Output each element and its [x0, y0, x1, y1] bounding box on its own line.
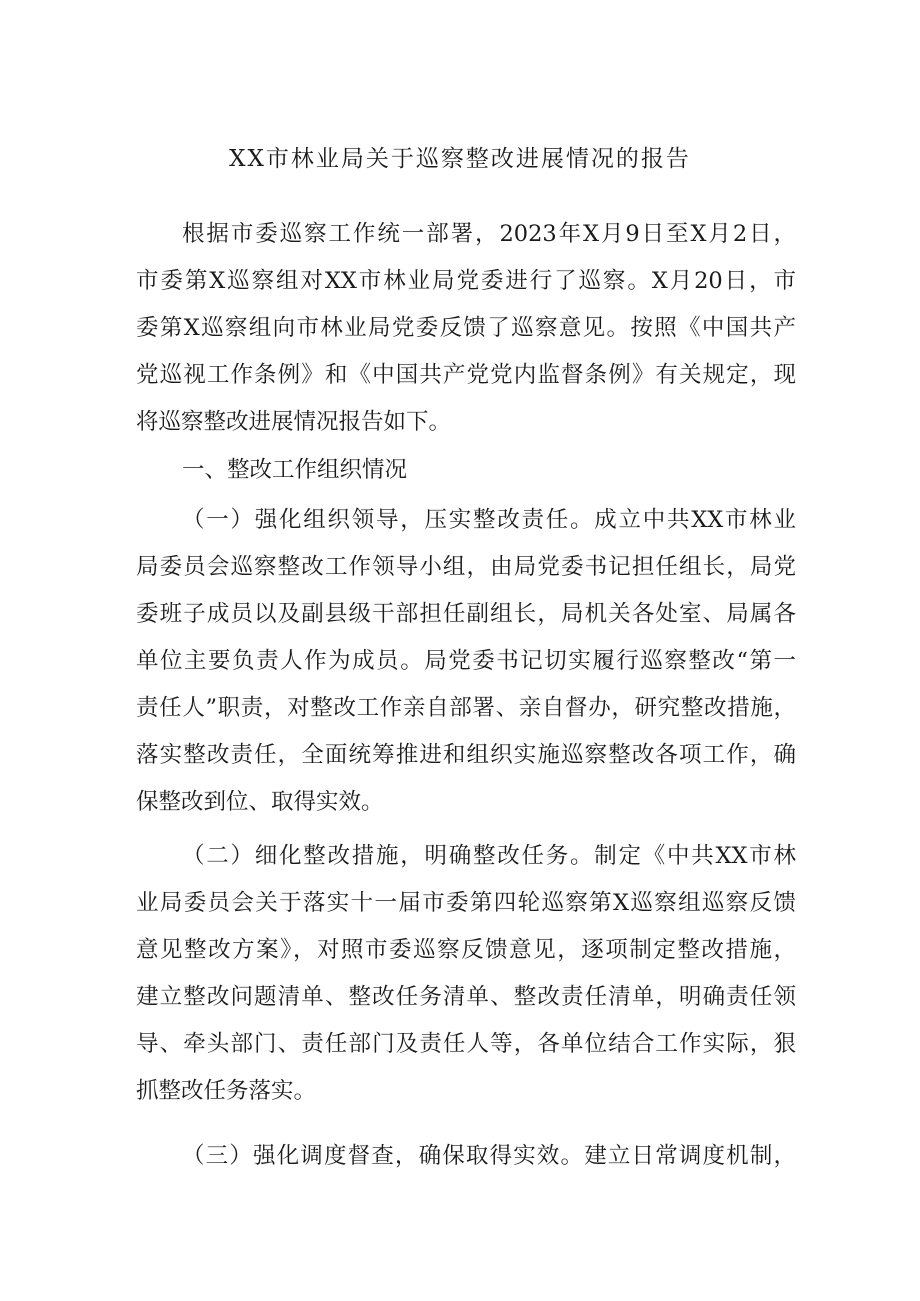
- paragraph-line: 委班子成员以及副县级干部担任副组长，局机关各处室、局属各: [136, 601, 796, 627]
- paragraph-line: 根据市委巡察工作统一部署，2023年X月9日至X月2日，: [182, 221, 796, 247]
- paragraph-line: （三）强化调度督查，确保取得实效。建立日常调度机制，: [182, 1143, 796, 1169]
- document-title: XX市林业局关于巡察整改进展情况的报告: [229, 146, 691, 172]
- paragraph-line: 单位主要负责人作为成员。局党委书记切实履行巡察整改“第一: [136, 648, 796, 674]
- paragraph-line: 意见整改方案》，对照市委巡察反馈意见，逐项制定整改措施，: [136, 937, 796, 963]
- paragraph-line: 将巡察整改进展情况报告如下。: [136, 409, 452, 435]
- section-heading: 一、整改工作组织情况: [182, 457, 408, 483]
- paragraph-line: 委第X巡察组向市林业局党委反馈了巡察意见。按照《中国共产: [136, 315, 796, 341]
- paragraph-line: 保整改到位、取得实效。: [136, 789, 384, 815]
- paragraph-line: 局委员会巡察整改工作领导小组，由局党委书记担任组长，局党: [136, 554, 796, 580]
- paragraph-line: （二）细化整改措施，明确整改任务。制定《中共XX市林: [182, 843, 796, 869]
- paragraph-line: 业局委员会关于落实十一届市委第四轮巡察第X巡察组巡察反馈: [136, 890, 796, 916]
- paragraph-line: 责任人”职责，对整改工作亲自部署、亲自督办，研究整改措施，: [136, 695, 796, 721]
- paragraph-line: 市委第X巡察组对XX市林业局党委进行了巡察。X月20日，市: [136, 268, 796, 294]
- paragraph-line: 落实整改责任，全面统筹推进和组织实施巡察整改各项工作，确: [136, 742, 796, 768]
- paragraph-line: （一）强化组织领导，压实整改责任。成立中共XX市林业: [182, 507, 796, 533]
- paragraph-line: 导、牵头部门、责任部门及责任人等，各单位结合工作实际，狠: [136, 1031, 796, 1057]
- paragraph-line: 建立整改问题清单、整改任务清单、整改责任清单，明确责任领: [136, 984, 796, 1010]
- paragraph-line: 党巡视工作条例》和《中国共产党党内监督条例》有关规定，现: [136, 362, 796, 388]
- paragraph-line: 抓整改任务落实。: [136, 1078, 317, 1104]
